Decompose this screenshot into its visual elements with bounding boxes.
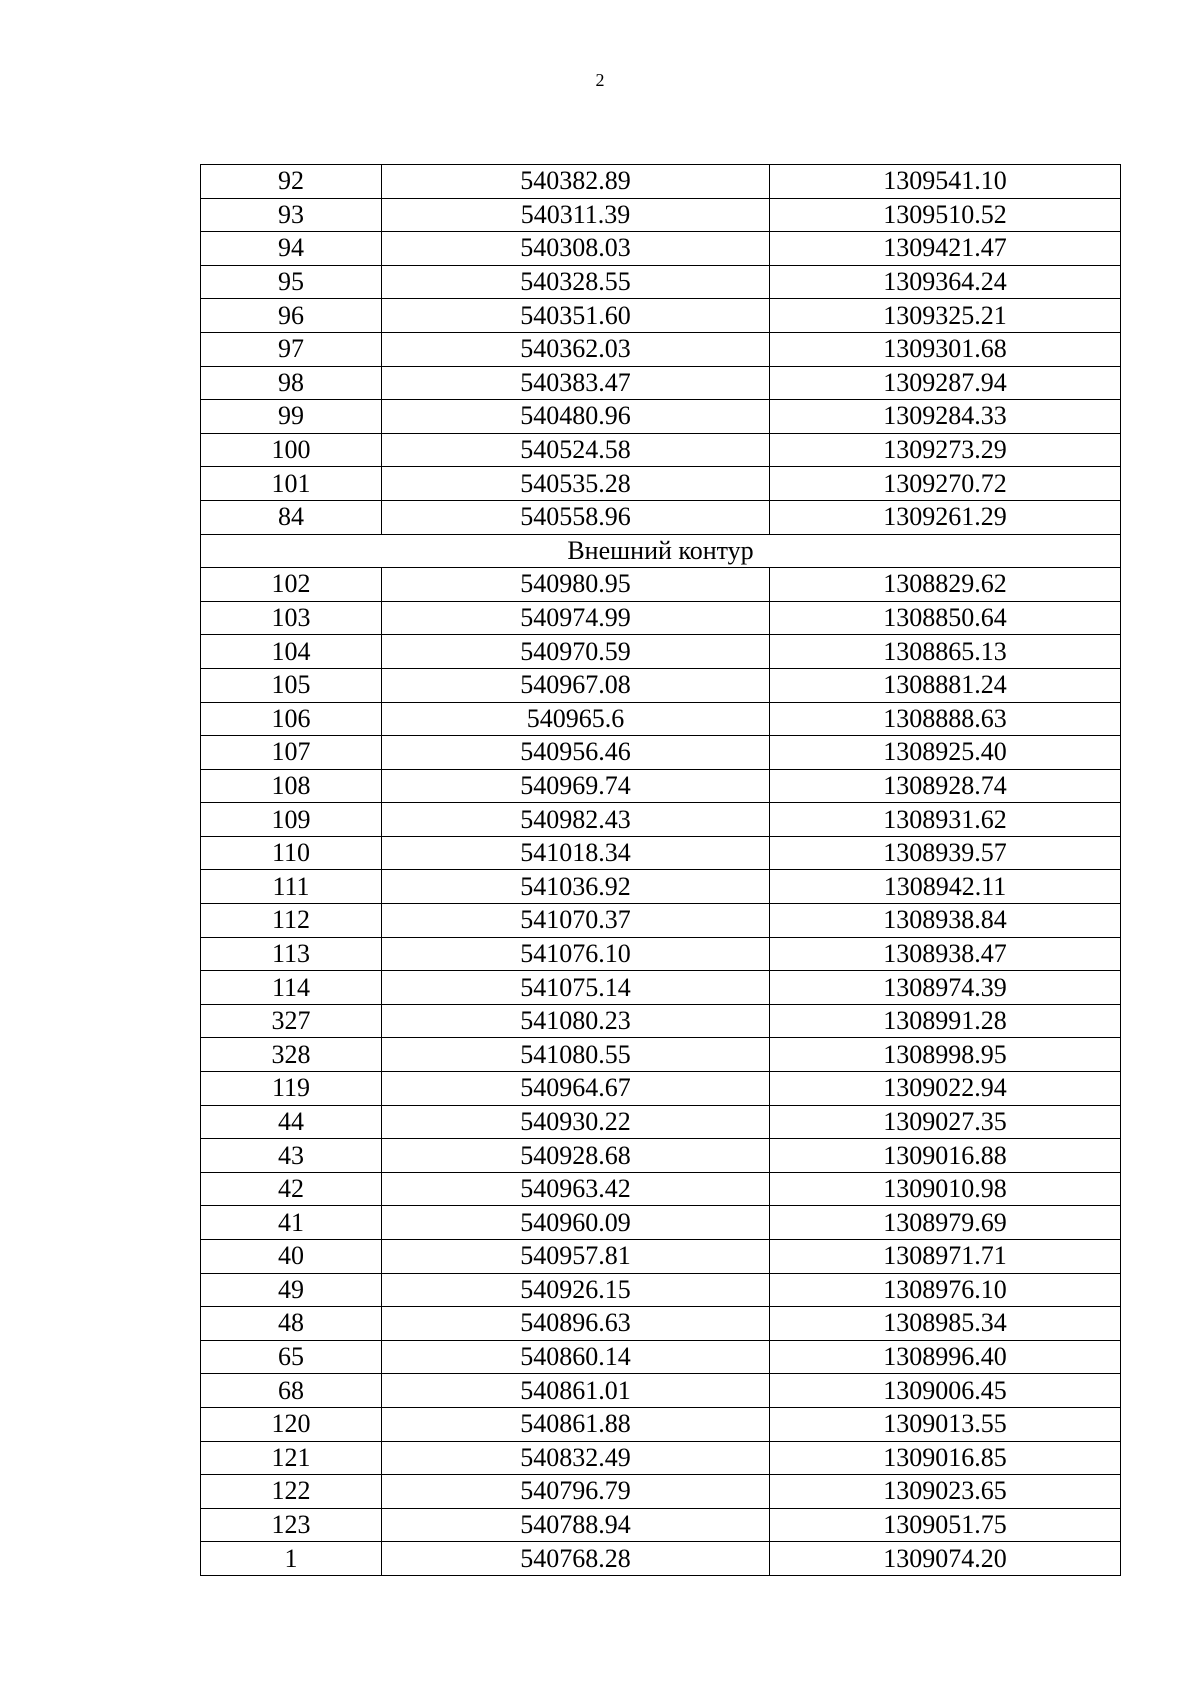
x-coordinate-cell: 540963.42 (382, 1172, 770, 1206)
y-coordinate-cell: 1308850.64 (770, 601, 1121, 635)
point-number-cell: 100 (201, 433, 382, 467)
point-number-cell: 97 (201, 332, 382, 366)
x-coordinate-cell: 541075.14 (382, 971, 770, 1005)
table-row (201, 1206, 1121, 1240)
y-coordinate-cell: 1309270.72 (770, 467, 1121, 501)
table-row (201, 668, 1121, 702)
y-coordinate-cell: 1308938.47 (770, 937, 1121, 971)
table-row (201, 601, 1121, 635)
table-row (201, 836, 1121, 870)
y-coordinate-cell: 1308998.95 (770, 1038, 1121, 1072)
x-coordinate-cell: 540982.43 (382, 803, 770, 837)
point-number-cell: 123 (201, 1508, 382, 1542)
table-row (201, 1105, 1121, 1139)
x-coordinate-cell: 540957.81 (382, 1240, 770, 1274)
x-coordinate-cell: 540328.55 (382, 265, 770, 299)
y-coordinate-cell: 1309022.94 (770, 1072, 1121, 1106)
y-coordinate-cell: 1308979.69 (770, 1206, 1121, 1240)
point-number-cell: 99 (201, 400, 382, 434)
y-coordinate-cell: 1308976.10 (770, 1273, 1121, 1307)
x-coordinate-cell: 540832.49 (382, 1441, 770, 1475)
point-number-cell: 92 (201, 165, 382, 199)
table-row (201, 366, 1121, 400)
x-coordinate-cell: 540308.03 (382, 232, 770, 266)
y-coordinate-cell: 1308939.57 (770, 836, 1121, 870)
point-number-cell: 101 (201, 467, 382, 501)
point-number-cell: 110 (201, 836, 382, 870)
table-row (201, 198, 1121, 232)
y-coordinate-cell: 1309013.55 (770, 1407, 1121, 1441)
x-coordinate-cell: 541036.92 (382, 870, 770, 904)
table-row (201, 870, 1121, 904)
x-coordinate-cell: 540535.28 (382, 467, 770, 501)
x-coordinate-cell: 540928.68 (382, 1139, 770, 1173)
y-coordinate-cell: 1308942.11 (770, 870, 1121, 904)
x-coordinate-cell: 540351.60 (382, 299, 770, 333)
point-number-cell: 42 (201, 1172, 382, 1206)
table-row (201, 736, 1121, 770)
y-coordinate-cell: 1309301.68 (770, 332, 1121, 366)
point-number-cell: 109 (201, 803, 382, 837)
table-row (201, 433, 1121, 467)
table-row (201, 1542, 1121, 1576)
table-row (201, 1072, 1121, 1106)
point-number-cell: 122 (201, 1475, 382, 1509)
y-coordinate-cell: 1308938.84 (770, 904, 1121, 938)
point-number-cell: 107 (201, 736, 382, 770)
point-number-cell: 119 (201, 1072, 382, 1106)
x-coordinate-cell: 540480.96 (382, 400, 770, 434)
y-coordinate-cell: 1308971.71 (770, 1240, 1121, 1274)
point-number-cell: 102 (201, 568, 382, 602)
x-coordinate-cell: 541080.55 (382, 1038, 770, 1072)
y-coordinate-cell: 1309287.94 (770, 366, 1121, 400)
point-number-cell: 121 (201, 1441, 382, 1475)
table-row (201, 467, 1121, 501)
x-coordinate-cell: 540383.47 (382, 366, 770, 400)
y-coordinate-cell: 1309016.85 (770, 1441, 1121, 1475)
table-row (201, 400, 1121, 434)
point-number-cell: 327 (201, 1004, 382, 1038)
x-coordinate-cell: 541018.34 (382, 836, 770, 870)
point-number-cell: 84 (201, 500, 382, 534)
table-row (201, 1340, 1121, 1374)
table-row (201, 165, 1121, 199)
y-coordinate-cell: 1308985.34 (770, 1307, 1121, 1341)
table-row (201, 1441, 1121, 1475)
point-number-cell: 98 (201, 366, 382, 400)
table-row (201, 1172, 1121, 1206)
point-number-cell: 65 (201, 1340, 382, 1374)
x-coordinate-cell: 540768.28 (382, 1542, 770, 1576)
table-row (201, 702, 1121, 736)
table-row (201, 232, 1121, 266)
coordinates-table-body (201, 165, 1121, 1576)
x-coordinate-cell: 541076.10 (382, 937, 770, 971)
table-row (201, 1273, 1121, 1307)
y-coordinate-cell: 1308991.28 (770, 1004, 1121, 1038)
y-coordinate-cell: 1309325.21 (770, 299, 1121, 333)
table-row (201, 568, 1121, 602)
y-coordinate-cell: 1309023.65 (770, 1475, 1121, 1509)
x-coordinate-cell: 540382.89 (382, 165, 770, 199)
point-number-cell: 111 (201, 870, 382, 904)
section-heading-row (201, 534, 1121, 568)
y-coordinate-cell: 1309010.98 (770, 1172, 1121, 1206)
y-coordinate-cell: 1309261.29 (770, 500, 1121, 534)
y-coordinate-cell: 1309016.88 (770, 1139, 1121, 1173)
point-number-cell: 112 (201, 904, 382, 938)
x-coordinate-cell: 540796.79 (382, 1475, 770, 1509)
table-row (201, 1139, 1121, 1173)
point-number-cell: 120 (201, 1407, 382, 1441)
x-coordinate-cell: 540926.15 (382, 1273, 770, 1307)
y-coordinate-cell: 1308974.39 (770, 971, 1121, 1005)
table-row (201, 1307, 1121, 1341)
x-coordinate-cell: 540964.67 (382, 1072, 770, 1106)
y-coordinate-cell: 1309421.47 (770, 232, 1121, 266)
x-coordinate-cell: 540974.99 (382, 601, 770, 635)
table-row (201, 299, 1121, 333)
point-number-cell: 104 (201, 635, 382, 669)
point-number-cell: 44 (201, 1105, 382, 1139)
table-row (201, 1508, 1121, 1542)
y-coordinate-cell: 1309051.75 (770, 1508, 1121, 1542)
x-coordinate-cell: 540965.6 (382, 702, 770, 736)
y-coordinate-cell: 1308931.62 (770, 803, 1121, 837)
table-row (201, 1407, 1121, 1441)
table-row (201, 971, 1121, 1005)
table-row (201, 635, 1121, 669)
point-number-cell: 41 (201, 1206, 382, 1240)
x-coordinate-cell: 541080.23 (382, 1004, 770, 1038)
point-number-cell: 103 (201, 601, 382, 635)
y-coordinate-cell: 1308928.74 (770, 769, 1121, 803)
x-coordinate-cell: 540970.59 (382, 635, 770, 669)
x-coordinate-cell: 540967.08 (382, 668, 770, 702)
x-coordinate-cell: 540524.58 (382, 433, 770, 467)
coordinates-table (200, 164, 1121, 1576)
point-number-cell: 1 (201, 1542, 382, 1576)
x-coordinate-cell: 540558.96 (382, 500, 770, 534)
point-number-cell: 48 (201, 1307, 382, 1341)
x-coordinate-cell: 540956.46 (382, 736, 770, 770)
y-coordinate-cell: 1309364.24 (770, 265, 1121, 299)
table-row (201, 1374, 1121, 1408)
point-number-cell: 95 (201, 265, 382, 299)
y-coordinate-cell: 1308925.40 (770, 736, 1121, 770)
y-coordinate-cell: 1309541.10 (770, 165, 1121, 199)
y-coordinate-cell: 1308996.40 (770, 1340, 1121, 1374)
point-number-cell: 328 (201, 1038, 382, 1072)
point-number-cell: 93 (201, 198, 382, 232)
point-number-cell: 114 (201, 971, 382, 1005)
table-row (201, 769, 1121, 803)
x-coordinate-cell: 540980.95 (382, 568, 770, 602)
point-number-cell: 49 (201, 1273, 382, 1307)
point-number-cell: 106 (201, 702, 382, 736)
table-row (201, 904, 1121, 938)
table-row (201, 500, 1121, 534)
x-coordinate-cell: 540311.39 (382, 198, 770, 232)
table-row (201, 1240, 1121, 1274)
table-row (201, 265, 1121, 299)
x-coordinate-cell: 540930.22 (382, 1105, 770, 1139)
x-coordinate-cell: 540860.14 (382, 1340, 770, 1374)
table-row (201, 1004, 1121, 1038)
x-coordinate-cell: 540861.01 (382, 1374, 770, 1408)
point-number-cell: 68 (201, 1374, 382, 1408)
table-row (201, 1038, 1121, 1072)
x-coordinate-cell: 540960.09 (382, 1206, 770, 1240)
x-coordinate-cell: 540969.74 (382, 769, 770, 803)
point-number-cell: 43 (201, 1139, 382, 1173)
y-coordinate-cell: 1309074.20 (770, 1542, 1121, 1576)
table-row (201, 332, 1121, 366)
y-coordinate-cell: 1308865.13 (770, 635, 1121, 669)
x-coordinate-cell: 541070.37 (382, 904, 770, 938)
y-coordinate-cell: 1308881.24 (770, 668, 1121, 702)
x-coordinate-cell: 540362.03 (382, 332, 770, 366)
table-row (201, 1475, 1121, 1509)
point-number-cell: 113 (201, 937, 382, 971)
y-coordinate-cell: 1308829.62 (770, 568, 1121, 602)
y-coordinate-cell: 1309510.52 (770, 198, 1121, 232)
y-coordinate-cell: 1309006.45 (770, 1374, 1121, 1408)
x-coordinate-cell: 540896.63 (382, 1307, 770, 1341)
point-number-cell: 96 (201, 299, 382, 333)
x-coordinate-cell: 540788.94 (382, 1508, 770, 1542)
x-coordinate-cell: 540861.88 (382, 1407, 770, 1441)
y-coordinate-cell: 1309027.35 (770, 1105, 1121, 1139)
point-number-cell: 40 (201, 1240, 382, 1274)
y-coordinate-cell: 1309273.29 (770, 433, 1121, 467)
section-heading: Внешний контур (201, 534, 1121, 568)
page-number: 2 (595, 70, 605, 90)
point-number-cell: 105 (201, 668, 382, 702)
point-number-cell: 94 (201, 232, 382, 266)
y-coordinate-cell: 1308888.63 (770, 702, 1121, 736)
point-number-cell: 108 (201, 769, 382, 803)
table-row (201, 937, 1121, 971)
table-row (201, 803, 1121, 837)
y-coordinate-cell: 1309284.33 (770, 400, 1121, 434)
